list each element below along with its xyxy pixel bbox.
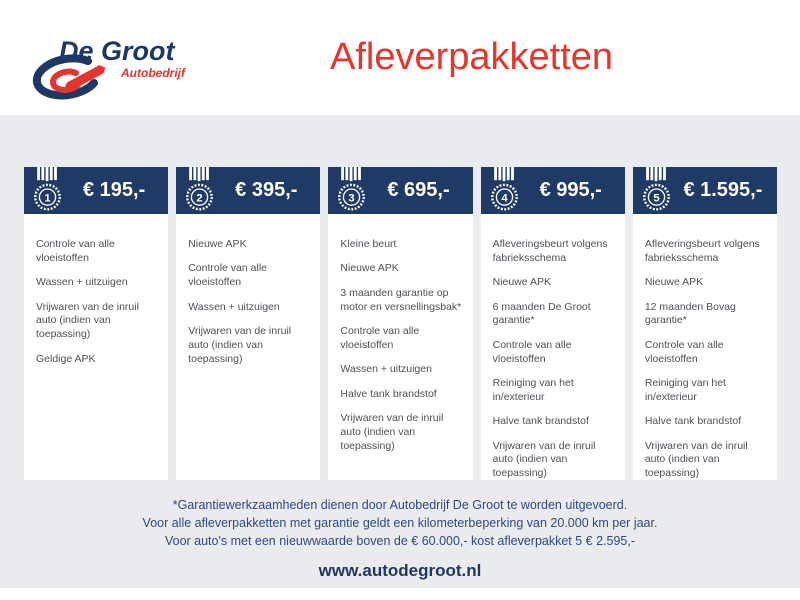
- medal-ribbon-icon: [489, 167, 520, 214]
- package-item: Vrijwaren van de inruil auto (indien van toepassing): [36, 300, 139, 341]
- packages-section: [0, 115, 800, 588]
- package-price: € 195,-: [82, 179, 146, 201]
- package-item: Afleveringsbeurt volgens fabrieksschema: [644, 238, 760, 264]
- logo-subtitle: Autobedrijf: [121, 66, 185, 80]
- medal-ribbon-icon: [336, 167, 367, 214]
- package-header: [176, 167, 320, 214]
- package-item: Controle van alle vloeistoffen: [340, 324, 420, 351]
- package-item: Kleine beurt: [340, 238, 397, 250]
- package-item: Reiniging van het in/exterieur: [492, 377, 574, 403]
- header: [0, 0, 800, 115]
- package-item: Nieuwe APK: [188, 238, 247, 250]
- package-number: 1: [44, 192, 51, 205]
- package-number: 2: [196, 192, 203, 205]
- package-item: Vrijwaren van de inruil auto (indien van toepassing): [188, 324, 292, 365]
- package-items: [328, 214, 472, 480]
- package-item: Halve tank brandstof: [492, 415, 589, 428]
- package-item: Nieuwe APK: [340, 262, 399, 275]
- package-item: 6 maanden De Groot garantie*: [492, 300, 591, 327]
- package-card: [328, 167, 472, 480]
- package-item: Nieuwe APK: [492, 276, 551, 289]
- package-items: [176, 214, 320, 480]
- package-number: 3: [348, 192, 356, 205]
- package-item: Controle van alle vloeistoffen: [644, 338, 724, 365]
- package-header: [633, 167, 777, 214]
- footnote-line: Voor alle afleverpakketten met garantie geldt een kilometerbeperking van 20.000 km per jaar.: [142, 516, 658, 530]
- package-item: Afleveringsbeurt volgens fabrieksschema: [492, 238, 608, 264]
- package-header: [24, 167, 168, 214]
- package-item: Vrijwaren van de inruil auto (indien van toepassing): [644, 439, 748, 480]
- package-card: [633, 167, 777, 480]
- footnote-line: Voor auto's met een nieuwwaarde boven de € 60.000,- kost afleverpakket 5 € 2.595,-: [164, 534, 636, 548]
- package-item: Wassen + uitzuigen: [340, 363, 432, 376]
- package-price: € 995,-: [539, 179, 602, 201]
- package-item: Nieuwe APK: [644, 276, 704, 289]
- package-item: Controle van alle vloeistoffen: [492, 338, 572, 365]
- package-card: [24, 167, 168, 480]
- package-price: € 1.595,-: [683, 179, 763, 201]
- package-number: 4: [500, 192, 508, 205]
- package-item: Wassen + uitzuigen: [36, 276, 128, 289]
- package-card: [481, 167, 625, 480]
- website-url: www.autodegroot.nl: [318, 561, 482, 580]
- package-item: 3 maanden garantie op motor en versnellingsbak*: [340, 286, 462, 313]
- package-header: [328, 167, 472, 214]
- medal-ribbon-icon: [641, 167, 672, 214]
- package-price: € 395,-: [235, 179, 298, 201]
- package-header: [481, 167, 625, 214]
- package-item: Geldige APK: [36, 352, 96, 365]
- package-item: Controle van alle vloeistoffen: [36, 238, 115, 264]
- package-item: 12 maanden Bovag garantie*: [644, 300, 736, 327]
- footnote-line: *Garantiewerkzaamheden dienen door Autobedrijf De Groot te worden uitgevoerd.: [172, 498, 628, 512]
- package-items: [633, 214, 777, 480]
- de-groot-logo: [25, 33, 195, 103]
- package-item: Vrijwaren van de inruil auto (indien van toepassing): [492, 439, 596, 480]
- medal-ribbon-icon: [184, 167, 215, 214]
- page-title: Afleverpakketten: [330, 36, 614, 78]
- package-item: Controle van alle vloeistoffen: [188, 262, 267, 289]
- package-item: Halve tank brandstof: [644, 415, 742, 428]
- package-item: Halve tank brandstof: [340, 387, 437, 400]
- package-items: [481, 214, 625, 480]
- package-item: Vrijwaren van de inruil auto (indien van toepassing): [340, 411, 444, 452]
- medal-ribbon-icon: [32, 167, 63, 214]
- package-items: [24, 214, 168, 480]
- package-number: 5: [653, 192, 660, 205]
- logo-name: De Groot: [59, 36, 175, 66]
- package-card: [176, 167, 320, 480]
- package-item: Reiniging van het in/exterieur: [644, 377, 726, 403]
- package-columns: [24, 167, 777, 480]
- package-price: € 695,-: [387, 179, 450, 201]
- footnotes: [0, 496, 800, 550]
- package-item: Wassen + uitzuigen: [188, 300, 280, 313]
